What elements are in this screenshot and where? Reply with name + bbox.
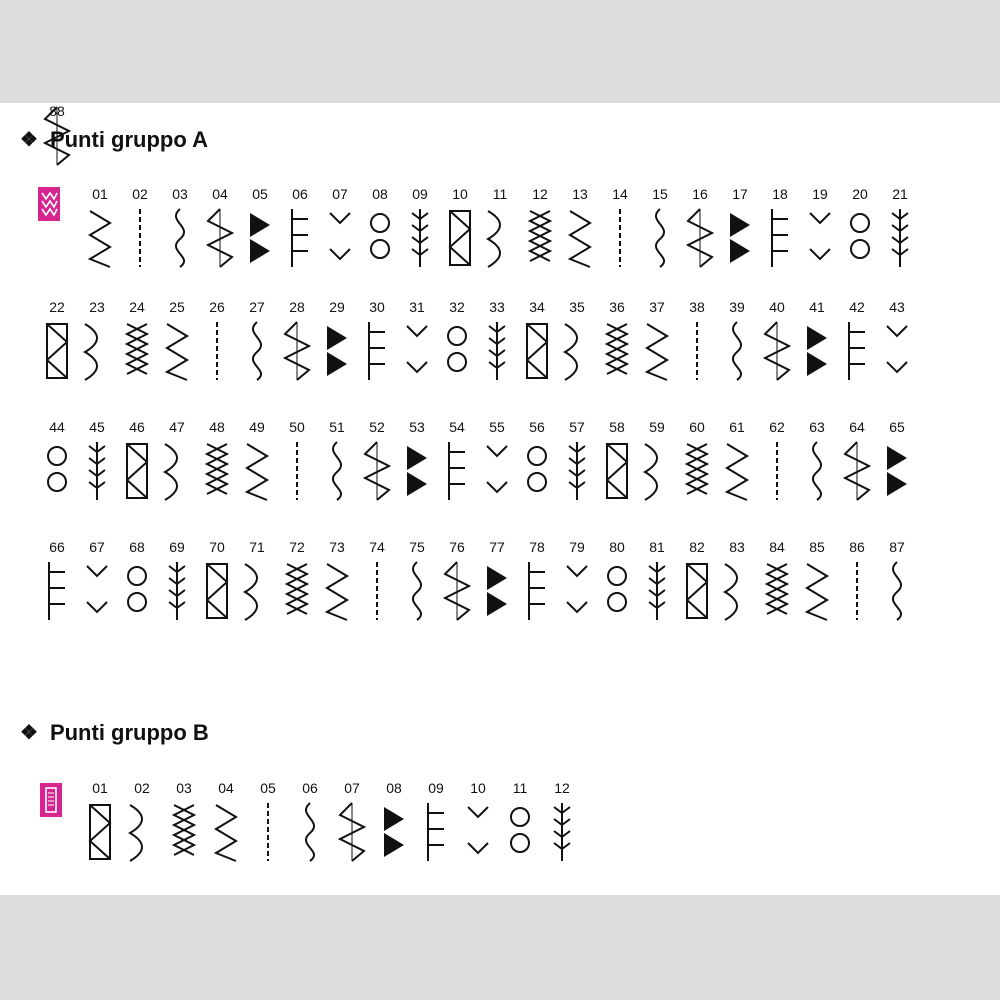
group-a-stitch-icon: [602, 205, 638, 271]
group-a-stitch-icon: [199, 558, 235, 624]
group-a-stitch-icon: [879, 318, 915, 384]
group-a-stitch-number: 40: [769, 299, 785, 315]
group-a-stitch-number: 79: [569, 539, 585, 555]
group-a-stitch-number: 87: [889, 539, 905, 555]
group-a-stitch-icon: [162, 205, 198, 271]
group-a-stitch-icon: [559, 318, 595, 384]
group-a-stitch-icon: [679, 438, 715, 504]
group-a-stitch-icon: [402, 205, 438, 271]
group-a-stitch-number: 07: [332, 186, 348, 202]
group-a-stitch-number: 05: [252, 186, 268, 202]
group-a-stitch-icon: [639, 438, 675, 504]
group-a-stitch-number: 24: [129, 299, 145, 315]
group-a-stitch-icon: [279, 438, 315, 504]
group-b-stitch-number: 02: [134, 780, 150, 796]
group-a-stitch-number: 20: [852, 186, 868, 202]
group-b-stitch-number: 05: [260, 780, 276, 796]
group-a-stitch-number: 32: [449, 299, 465, 315]
group-b-stitch-icon: [544, 799, 580, 865]
group-a-stitch-icon: [839, 438, 875, 504]
group-a-stitch-icon: [759, 438, 795, 504]
group-a-stitch-icon: [842, 205, 878, 271]
group-a-stitch-icon: [202, 205, 238, 271]
group-a-stitch-icon: [679, 318, 715, 384]
group-b-stitch-icon: [166, 799, 202, 865]
group-a-stitch-icon: [119, 558, 155, 624]
group-a-stitch-icon: [319, 558, 355, 624]
group-a-stitch-number: 18: [772, 186, 788, 202]
group-a-stitch-number: 02: [132, 186, 148, 202]
group-b-stitch-number: 06: [302, 780, 318, 796]
group-a-stitch-number: 38: [689, 299, 705, 315]
group-a-stitch-icon: [639, 558, 675, 624]
group-a-stitch-number: 10: [452, 186, 468, 202]
group-a-stitch-number: 75: [409, 539, 425, 555]
group-a-stitch-icon: [319, 438, 355, 504]
group-a-stitch-icon: [39, 318, 75, 384]
group-a-stitch-number: 49: [249, 419, 265, 435]
four-diamond-icon: ❖: [20, 722, 38, 744]
group-a-stitch-number: 83: [729, 539, 745, 555]
group-a-stitch-icon: [159, 318, 195, 384]
group-a-stitch-number: 25: [169, 299, 185, 315]
group-a-stitch-number: 09: [412, 186, 428, 202]
group-a-stitch-number: 63: [809, 419, 825, 435]
group-a-stitch-icon: [279, 558, 315, 624]
group-a-stitch-icon: [119, 318, 155, 384]
group-b-stitch-number: 08: [386, 780, 402, 796]
group-a-stitch-number: 73: [329, 539, 345, 555]
group-a-stitch-icon: [319, 318, 355, 384]
group-a-stitch-icon: [242, 205, 278, 271]
group-b-stitch-icon: [418, 799, 454, 865]
group-a-stitch-number: 36: [609, 299, 625, 315]
group-a-stitch-icon: [479, 318, 515, 384]
group-a-stitch-icon: [839, 318, 875, 384]
group-a-stitch-number: 04: [212, 186, 228, 202]
group-a-stitch-number: 37: [649, 299, 665, 315]
group-a-stitch-number: 16: [692, 186, 708, 202]
group-a-stitch-icon: [362, 205, 398, 271]
group-a-stitch-number: 27: [249, 299, 265, 315]
group-a-stitch-number: 52: [369, 419, 385, 435]
group-a-stitch-number: 85: [809, 539, 825, 555]
group-a-stitch-number: 80: [609, 539, 625, 555]
group-a-stitch-number: 41: [809, 299, 825, 315]
group-a-stitch-icon: [799, 438, 835, 504]
group-b-stitch-icon: [334, 799, 370, 865]
group-a-stitch-icon: [199, 318, 235, 384]
group-b-stitch-number: 09: [428, 780, 444, 796]
group-a-stitch-icon: [279, 318, 315, 384]
group-a-stitch-icon: [399, 558, 435, 624]
group-a-stitch-number: 19: [812, 186, 828, 202]
group-a-stitch-icon: [439, 318, 475, 384]
group-a-stitch-number: 72: [289, 539, 305, 555]
group-a-stitch-icon: [559, 558, 595, 624]
group-a-stitch-number: 59: [649, 419, 665, 435]
group-a-stitch-number: 68: [129, 539, 145, 555]
group-b-stitch-icon: [460, 799, 496, 865]
group-b-stitch-number: 11: [512, 780, 528, 796]
group-a-stitch-number: 31: [409, 299, 425, 315]
group-b-stitch-number: 07: [344, 780, 360, 796]
group-a-stitch-number: 70: [209, 539, 225, 555]
group-a-stitch-number: 77: [489, 539, 505, 555]
group-a-stitch-number: 81: [649, 539, 665, 555]
group-a-stitch-number: 74: [369, 539, 385, 555]
group-a-stitch-number: 33: [489, 299, 505, 315]
group-a-stitch-number: 39: [729, 299, 745, 315]
group-a-stitch-icon: [882, 205, 918, 271]
group-a-stitch-number: 50: [289, 419, 305, 435]
group-b-stitch-number: 03: [176, 780, 192, 796]
group-a-stitch-number: 11: [492, 186, 508, 202]
stitch-grid: [0, 103, 1000, 895]
group-b-stitch-number: 10: [470, 780, 486, 796]
group-a-stitch-icon: [802, 205, 838, 271]
group-a-stitch-number: 06: [292, 186, 308, 202]
group-b-stitch-icon: [124, 799, 160, 865]
group-a-stitch-icon: [562, 205, 598, 271]
stitch-chart-sheet: [0, 103, 1000, 895]
group-a-stitch-icon: [82, 205, 118, 271]
group-a-stitch-icon: [879, 438, 915, 504]
group-a-stitch-icon: [642, 205, 678, 271]
group-a-stitch-number: 51: [329, 419, 345, 435]
group-a-stitch-number: 88: [49, 103, 65, 119]
group-a-stitch-number: 78: [529, 539, 545, 555]
group-a-stitch-number: 54: [449, 419, 465, 435]
group-a-stitch-icon: [879, 558, 915, 624]
group-a-stitch-number: 48: [209, 419, 225, 435]
group-b-stitch-icon: [250, 799, 286, 865]
group-a-stitch-number: 43: [889, 299, 905, 315]
group-a-stitch-number: 30: [369, 299, 385, 315]
group-a-stitch-icon: [199, 438, 235, 504]
group-a-stitch-icon: [399, 318, 435, 384]
group-a-stitch-number: 55: [489, 419, 505, 435]
group-a-stitch-icon: [159, 438, 195, 504]
group-a-stitch-number: 82: [689, 539, 705, 555]
group-a-stitch-number: 62: [769, 419, 785, 435]
group-a-stitch-number: 76: [449, 539, 465, 555]
group-a-stitch-number: 65: [889, 419, 905, 435]
group-a-stitch-number: 17: [732, 186, 748, 202]
group-a-stitch-icon: [679, 558, 715, 624]
group-a-stitch-number: 66: [49, 539, 65, 555]
group-a-stitch-icon: [639, 318, 675, 384]
group-b-stitch-number: 12: [554, 780, 570, 796]
group-a-title: Punti gruppo A: [49, 127, 208, 152]
group-a-stitch-icon: [479, 438, 515, 504]
group-a-stitch-number: 26: [209, 299, 225, 315]
group-a-stitch-number: 45: [89, 419, 105, 435]
group-a-stitch-number: 42: [849, 299, 865, 315]
group-a-stitch-icon: [79, 558, 115, 624]
group-a-stitch-icon: [519, 438, 555, 504]
group-a-stitch-icon: [322, 205, 358, 271]
group-b-stitch-icon: [208, 799, 244, 865]
group-a-stitch-icon: [159, 558, 195, 624]
group-a-stitch-icon: [522, 205, 558, 271]
group-a-stitch-icon: [482, 205, 518, 271]
group-b-stitch-icon: [376, 799, 412, 865]
group-a-stitch-number: 34: [529, 299, 545, 315]
group-a-stitch-number: 58: [609, 419, 625, 435]
group-a-stitch-icon: [282, 205, 318, 271]
group-a-stitch-number: 61: [729, 419, 745, 435]
group-a-stitch-icon: [682, 205, 718, 271]
group-a-stitch-icon: [799, 558, 835, 624]
group-a-stitch-number: 44: [49, 419, 65, 435]
group-a-stitch-icon: [519, 558, 555, 624]
group-a-stitch-number: 56: [529, 419, 545, 435]
group-a-stitch-number: 14: [612, 186, 628, 202]
group-a-stitch-number: 13: [572, 186, 588, 202]
group-a-stitch-number: 08: [372, 186, 388, 202]
group-a-stitch-number: 29: [329, 299, 345, 315]
group-a-stitch-icon: [559, 438, 595, 504]
group-a-stitch-number: 71: [249, 539, 265, 555]
group-a-stitch-icon: [39, 558, 75, 624]
group-a-stitch-number: 12: [532, 186, 548, 202]
group-a-stitch-number: 67: [89, 539, 105, 555]
group-a-stitch-icon: [122, 205, 158, 271]
group-a-stitch-number: 28: [289, 299, 305, 315]
group-a-stitch-icon: [762, 205, 798, 271]
group-a-stitch-icon: [442, 205, 478, 271]
group-a-stitch-icon: [39, 438, 75, 504]
group-a-stitch-icon: [359, 438, 395, 504]
group-a-stitch-number: 86: [849, 539, 865, 555]
group-a-stitch-icon: [79, 318, 115, 384]
group-a-stitch-icon: [479, 558, 515, 624]
group-b-title: Punti gruppo B: [49, 720, 209, 745]
group-a-stitch-icon: [722, 205, 758, 271]
group-a-stitch-icon: [599, 318, 635, 384]
group-a-stitch-number: 60: [689, 419, 705, 435]
group-b-stitch-number: 01: [92, 780, 108, 796]
group-a-stitch-icon: [759, 558, 795, 624]
group-a-stitch-number: 15: [652, 186, 668, 202]
group-b-stitch-icon: [292, 799, 328, 865]
group-a-stitch-icon: [439, 558, 475, 624]
group-a-stitch-number: 01: [92, 186, 108, 202]
group-b-stitch-number: 04: [218, 780, 234, 796]
group-a-stitch-number: 53: [409, 419, 425, 435]
group-a-stitch-icon: [719, 438, 755, 504]
group-a-stitch-icon: [119, 438, 155, 504]
group-a-stitch-number: 23: [89, 299, 105, 315]
group-a-stitch-icon: [839, 558, 875, 624]
group-a-stitch-icon: [239, 438, 275, 504]
group-a-stitch-icon: [79, 438, 115, 504]
group-a-stitch-number: 35: [569, 299, 585, 315]
group-a-stitch-number: 57: [569, 419, 585, 435]
group-a-stitch-number: 21: [892, 186, 908, 202]
group-b-stitch-icon: [502, 799, 538, 865]
group-a-stitch-number: 22: [49, 299, 65, 315]
group-a-stitch-icon: [519, 318, 555, 384]
group-a-stitch-icon: [359, 558, 395, 624]
group-a-stitch-icon: [719, 318, 755, 384]
group-a-stitch-icon: [599, 558, 635, 624]
group-b-stitch-icon: [82, 799, 118, 865]
group-a-stitch-icon: [439, 438, 475, 504]
group-a-stitch-icon: [599, 438, 635, 504]
group-a-stitch-number: 46: [129, 419, 145, 435]
group-a-stitch-icon: [719, 558, 755, 624]
group-a-stitch-icon: [799, 318, 835, 384]
group-a-stitch-number: 03: [172, 186, 188, 202]
group-a-stitch-number: 47: [169, 419, 185, 435]
group-a-stitch-number: 84: [769, 539, 785, 555]
group-a-stitch-icon: [239, 558, 275, 624]
group-a-stitch-icon: [399, 438, 435, 504]
group-a-stitch-icon: [359, 318, 395, 384]
group-a-stitch-icon: [39, 103, 75, 169]
four-diamond-icon: ❖: [20, 129, 38, 151]
group-a-stitch-icon: [239, 318, 275, 384]
group-a-stitch-icon: [759, 318, 795, 384]
group-a-stitch-number: 64: [849, 419, 865, 435]
group-a-stitch-number: 69: [169, 539, 185, 555]
